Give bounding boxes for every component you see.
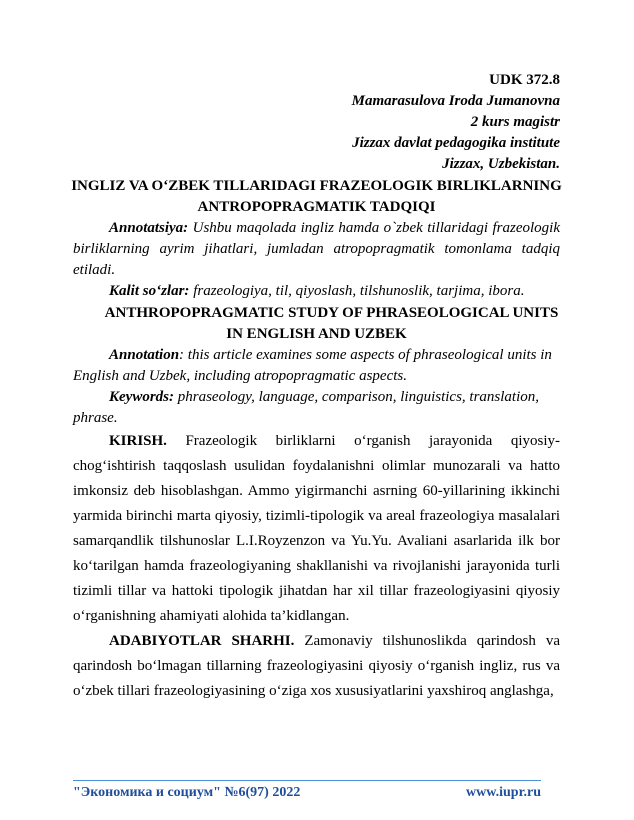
uz-keywords-text: frazeologiya, til, qiyoslash, tilshunoslik, tarjima, ibora.: [189, 283, 525, 299]
author-name: Mamarasulova Iroda Jumanovna: [351, 93, 560, 109]
en-annotation-label: Annotation: [109, 347, 180, 363]
uz-annotation-text: Ushbu maqolada ingliz hamda o`zbek tillaridagi frazeologik birliklarning ayrim jihatlari, jumladan atropopragmatik tomonlama tadqiq etiladi.: [73, 220, 560, 278]
article-page: [73, 70, 560, 704]
review-label: ADABIYOTLAR SHARHI.: [109, 633, 295, 649]
author-location: Jizzax, Uzbekistan.: [442, 156, 560, 172]
article-body: [73, 429, 560, 704]
review-paragraph: [73, 629, 560, 704]
en-title: [73, 303, 560, 345]
en-title-line1: ANTHROPOPRAGMATIC STUDY OF PHRASEOLOGICAL UNITS: [104, 305, 559, 321]
intro-paragraph: [73, 429, 560, 629]
review-text: Zamonaviy tilshunoslikda qarindosh va qarindosh bo‘lmagan tillarning frazeologiyasini qiyosiy o‘rganish ingliz, rus va o‘zbek tillari frazeologiyasining o‘ziga xos xususiyatlarini yaxshiroq anglashga,: [73, 633, 560, 699]
uz-title: [73, 176, 560, 218]
en-keywords-label: Keywords:: [109, 389, 174, 405]
uz-annotation: [73, 218, 560, 281]
en-title-line2: IN ENGLISH AND UZBEK: [226, 326, 407, 342]
journal-url[interactable]: www.iupr.ru: [466, 785, 541, 800]
page-footer: [73, 780, 541, 801]
intro-label: KIRISH.: [109, 433, 167, 449]
uz-title-line1: INGLIZ VA O‘ZBEK TILLARIDAGI FRAZEOLOGIK BIRLIKLARNING: [71, 178, 562, 194]
uz-keywords-label: Kalit so‘zlar:: [109, 283, 190, 299]
udk-code: UDK 372.8: [489, 72, 560, 88]
uz-annotation-label: Annotatsiya:: [109, 220, 189, 236]
journal-name: "Экономика и социум" №6(97) 2022: [73, 785, 301, 800]
en-keywords: [73, 387, 560, 429]
author-institution: Jizzax davlat pedagogika institute: [352, 135, 560, 151]
en-annotation: [73, 345, 560, 387]
en-keywords-text: phraseology, language, comparison, linguistics, translation, phrase.: [73, 389, 540, 426]
intro-text: Frazeologik birliklarni o‘rganish jarayonida qiyosiy-chog‘ishtirish taqqoslash usulidan foydalanishni olimlar munozarali va hatto imkonsiz deb hisoblashgan. Ammo yigirmanchi asrning 60-yillarining ikkinchi yarmida birinchi marta qiyosiy, tizimli-tipologik va areal frazeologiya masalalari samarqandlik tilshunoslar L.I.Royzenzon va Yu.Yu. Avaliani asarlarida ilk bor ko‘tarilgan hamda frazeologiyaning shakllanishi va rivojlanishi jarayonida turli tizimli tillar va hattoki tipologik jihatdan har xil tillar frazeologiyasini qiyosiy o‘rganishning ahamiyati alohida ta’kidlangan.: [73, 433, 560, 624]
uz-title-line2: ANTROPOPRAGMATIK TADQIQI: [197, 199, 436, 215]
en-annotation-text: : this article examines some aspects of phraseological units in English and Uzbek, including atropopragmatic aspects.: [73, 347, 552, 384]
uz-keywords: [73, 281, 560, 302]
author-position: 2 kurs magistr: [470, 114, 560, 130]
